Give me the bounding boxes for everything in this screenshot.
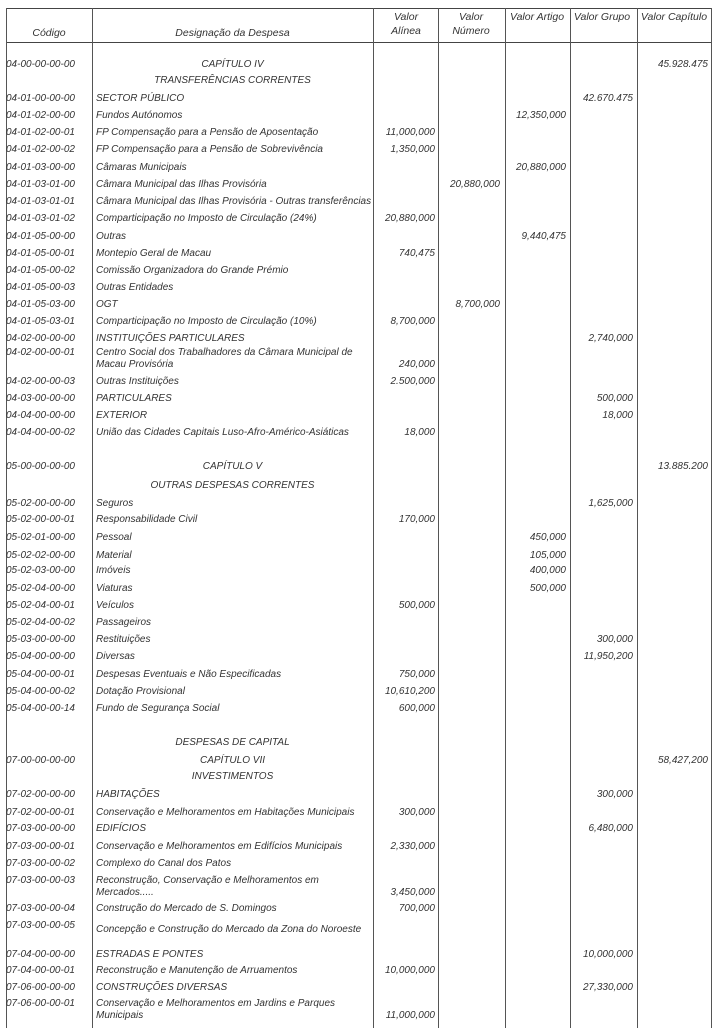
row-designation: Câmaras Municipais <box>96 162 187 173</box>
row-designation: EXTERIOR <box>96 410 148 421</box>
value-artigo: 105,000 <box>529 550 566 561</box>
row-designation: Responsabilidade Civil <box>96 514 198 525</box>
row-designation: Diversas <box>96 651 135 662</box>
row-code: 07-03-00-00-04 <box>6 903 75 914</box>
value-alinea: 11,000,000 <box>385 1010 435 1021</box>
row-designation: Fundo de Segurança Social <box>96 703 220 714</box>
row-designation: Montepio Geral de Macau <box>96 248 212 259</box>
row-designation: Veículos <box>96 600 134 611</box>
value-alinea: 600,000 <box>398 703 435 714</box>
value-alinea: 240,000 <box>398 359 435 370</box>
value-numero: 20,880,000 <box>449 179 500 190</box>
header-code: Código <box>32 27 66 39</box>
row-code: 04-02-00-00-00 <box>6 333 75 344</box>
row-designation: CAPÍTULO V <box>202 461 263 472</box>
row-designation: DESPESAS DE CAPITAL <box>175 737 290 748</box>
row-code: 07-04-00-00-00 <box>6 949 75 960</box>
column-divider <box>637 8 638 1028</box>
value-alinea: 2,330,000 <box>390 841 435 852</box>
row-code: 05-00-00-00-00 <box>6 461 75 472</box>
row-designation: União das Cidades Capitais Luso-Afro-Américo-Asiáticas <box>96 427 349 438</box>
row-designation: Reconstrução e Manutenção de Arruamentos <box>96 965 298 976</box>
row-code: 04-00-00-00-00 <box>6 59 75 70</box>
row-code: 07-03-00-00-00 <box>6 823 75 834</box>
row-code: 04-02-00-00-01 <box>6 347 75 358</box>
row-designation: Conservação e Melhoramentos em Edifícios Municipais <box>96 841 343 852</box>
row-code: 05-02-04-00-02 <box>6 617 75 628</box>
row-designation: Conservação e Melhoramentos em Jardins e Parques Municipais <box>96 998 336 1021</box>
row-code: 07-03-00-00-05 <box>6 920 75 931</box>
row-designation: OUTRAS DESPESAS CORRENTES <box>150 480 315 491</box>
header-divider <box>6 42 712 43</box>
value-artigo: 12,350,000 <box>515 110 566 121</box>
row-designation: INVESTIMENTOS <box>191 771 274 782</box>
column-divider <box>711 8 712 1028</box>
row-code: 04-01-05-00-02 <box>6 265 75 276</box>
column-divider <box>505 8 506 1028</box>
row-designation: EDIFÍCIOS <box>96 823 147 834</box>
row-code: 05-04-00-00-00 <box>6 651 75 662</box>
row-code: 04-01-05-03-01 <box>6 316 75 327</box>
row-code: 05-04-00-00-14 <box>6 703 75 714</box>
value-grupo: 1,625,000 <box>588 498 633 509</box>
value-capitulo: 58,427,200 <box>657 755 708 766</box>
header-valor-grupo: Valor Grupo <box>573 11 631 23</box>
row-designation: FP Compensação para a Pensão de Sobrevivência <box>96 144 323 155</box>
row-designation: Despesas Eventuais e Não Especificadas <box>96 669 282 680</box>
row-code: 05-03-00-00-00 <box>6 634 75 645</box>
row-code: 07-03-00-00-01 <box>6 841 75 852</box>
row-designation: Câmara Municipal das Ilhas Provisória - Outras transferências <box>96 196 372 207</box>
row-designation: Comparticipação no Imposto de Circulação (10%) <box>96 316 317 327</box>
header-valor-artigo: Valor Artigo <box>509 11 565 23</box>
row-code: 07-06-00-00-00 <box>6 982 75 993</box>
row-designation: Conservação e Melhoramentos em Habitações Municipais <box>96 807 355 818</box>
row-designation: OGT <box>96 299 118 310</box>
value-alinea: 18,000 <box>404 427 435 438</box>
value-capitulo: 45.928.475 <box>657 59 708 70</box>
row-code: 04-01-02-00-00 <box>6 110 75 121</box>
row-code: 04-01-05-00-00 <box>6 231 75 242</box>
column-divider <box>438 8 439 1028</box>
row-designation: Complexo do Canal dos Patos <box>96 858 232 869</box>
row-code: 07-03-00-00-02 <box>6 858 75 869</box>
value-grupo: 2,740,000 <box>588 333 633 344</box>
value-grupo: 6,480,000 <box>588 823 633 834</box>
row-designation: TRANSFERÊNCIAS CORRENTES <box>154 75 311 86</box>
row-code: 05-02-04-00-01 <box>6 600 75 611</box>
value-alinea: 11,000,000 <box>385 127 435 138</box>
value-grupo: 42.670.475 <box>582 93 633 104</box>
value-artigo: 9,440,475 <box>521 231 566 242</box>
value-alinea: 20,880,000 <box>384 213 435 224</box>
value-alinea: 700,000 <box>398 903 435 914</box>
row-code: 05-04-00-00-01 <box>6 669 75 680</box>
row-code: 07-02-00-00-00 <box>6 789 75 800</box>
row-designation: FP Compensação para a Pensão de Aposentação <box>96 127 319 138</box>
row-designation: Material <box>96 550 132 561</box>
row-code: 05-02-01-00-00 <box>6 532 75 543</box>
value-grupo: 500,000 <box>596 393 633 404</box>
row-code: 04-01-03-01-02 <box>6 213 75 224</box>
row-designation: Fundos Autónomos <box>96 110 183 121</box>
column-divider <box>570 8 571 1028</box>
row-designation: Concepção e Construção do Mercado da Zona do Noroeste <box>96 924 362 935</box>
row-designation: Centro Social dos Trabalhadores da Câmara Municipal de Macau Provisória <box>96 347 353 370</box>
column-divider <box>92 8 93 1028</box>
value-alinea: 10,000,000 <box>384 965 435 976</box>
value-grupo: 10,000,000 <box>582 949 633 960</box>
row-designation: Outras Instituições <box>96 376 179 387</box>
row-code: 05-02-00-00-00 <box>6 498 75 509</box>
row-code: 04-01-03-00-00 <box>6 162 75 173</box>
value-alinea: 740,475 <box>398 248 435 259</box>
row-designation: Comparticipação no Imposto de Circulação (24%) <box>96 213 317 224</box>
row-designation: CONSTRUÇÕES DIVERSAS <box>96 982 228 993</box>
row-code: 05-02-00-00-01 <box>6 514 75 525</box>
row-designation: HABITAÇÕES <box>96 789 160 800</box>
row-code: 05-02-04-00-00 <box>6 583 75 594</box>
header-valor-capitulo: Valor Capítulo <box>640 11 708 23</box>
row-code: 05-04-00-00-02 <box>6 686 75 697</box>
row-designation: Câmara Municipal das Ilhas Provisória <box>96 179 267 190</box>
row-designation: Restituições <box>96 634 151 645</box>
row-designation: Dotação Provisional <box>96 686 185 697</box>
header-designation: Designação da Despesa <box>175 27 290 39</box>
row-code: 07-03-00-00-03 <box>6 875 75 886</box>
row-code: 07-04-00-00-01 <box>6 965 75 976</box>
row-code: 04-03-00-00-00 <box>6 393 75 404</box>
row-code: 07-00-00-00-00 <box>6 755 75 766</box>
row-code: 04-01-05-03-00 <box>6 299 75 310</box>
value-alinea: 2.500,000 <box>390 376 435 387</box>
value-alinea: 300,000 <box>398 807 435 818</box>
row-designation: Viaturas <box>96 583 133 594</box>
value-artigo: 450,000 <box>529 532 566 543</box>
row-designation: Comissão Organizadora do Grande Prémio <box>96 265 289 276</box>
value-numero: 8,700,000 <box>455 299 500 310</box>
row-code: 07-02-00-00-01 <box>6 807 75 818</box>
row-designation: Passageiros <box>96 617 152 628</box>
row-designation: Outras <box>96 231 127 242</box>
value-grupo: 27,330,000 <box>582 982 633 993</box>
row-code: 04-01-05-00-01 <box>6 248 75 259</box>
row-code: 04-01-03-01-01 <box>6 196 75 207</box>
row-designation: Outras Entidades <box>96 282 174 293</box>
row-code: 04-01-02-00-02 <box>6 144 75 155</box>
row-code: 04-01-03-01-00 <box>6 179 75 190</box>
row-designation: CAPÍTULO IV <box>201 59 264 70</box>
row-designation: Construção do Mercado de S. Domingos <box>96 903 277 914</box>
row-code: 04-01-00-00-00 <box>6 93 75 104</box>
row-designation: INSTITUIÇÕES PARTICULARES <box>96 333 245 344</box>
row-designation: PARTICULARES <box>96 393 172 404</box>
value-capitulo: 13.885.200 <box>657 461 708 472</box>
value-artigo: 20,880,000 <box>515 162 566 173</box>
row-code: 05-02-03-00-00 <box>6 565 75 576</box>
value-artigo: 400,000 <box>529 565 566 576</box>
row-code: 04-02-00-00-03 <box>6 376 75 387</box>
value-alinea: 8,700,000 <box>390 316 435 327</box>
value-alinea: 170,000 <box>398 514 435 525</box>
row-designation: Imóveis <box>96 565 131 576</box>
header-valor-numero: Valor Número <box>452 11 490 37</box>
row-designation: SECTOR PÚBLICO <box>96 93 185 104</box>
row-code: 04-04-00-00-02 <box>6 427 75 438</box>
row-designation: Seguros <box>96 498 134 509</box>
value-artigo: 500,000 <box>529 583 566 594</box>
value-alinea: 500,000 <box>398 600 435 611</box>
row-designation: CAPÍTULO VII <box>199 755 265 766</box>
row-designation: Reconstrução, Conservação e Melhoramentos em Mercados..... <box>96 875 319 898</box>
value-alinea: 750,000 <box>398 669 435 680</box>
header-valor-alinea: Valor Alínea <box>391 11 421 37</box>
value-grupo: 11,950,200 <box>583 651 633 662</box>
row-code: 04-01-02-00-01 <box>6 127 75 138</box>
value-grupo: 300,000 <box>596 634 633 645</box>
value-grupo: 300,000 <box>596 789 633 800</box>
row-code: 04-04-00-00-00 <box>6 410 75 421</box>
row-code: 04-01-05-00-03 <box>6 282 75 293</box>
row-code: 07-06-00-00-01 <box>6 998 75 1009</box>
value-alinea: 10,610,200 <box>384 686 435 697</box>
row-designation: ESTRADAS E PONTES <box>96 949 204 960</box>
row-designation: Pessoal <box>96 532 132 543</box>
row-code: 05-02-02-00-00 <box>6 550 75 561</box>
table-top-border <box>6 8 712 9</box>
value-alinea: 3,450,000 <box>390 887 435 898</box>
value-alinea: 1,350,000 <box>390 144 435 155</box>
value-grupo: 18,000 <box>602 410 633 421</box>
